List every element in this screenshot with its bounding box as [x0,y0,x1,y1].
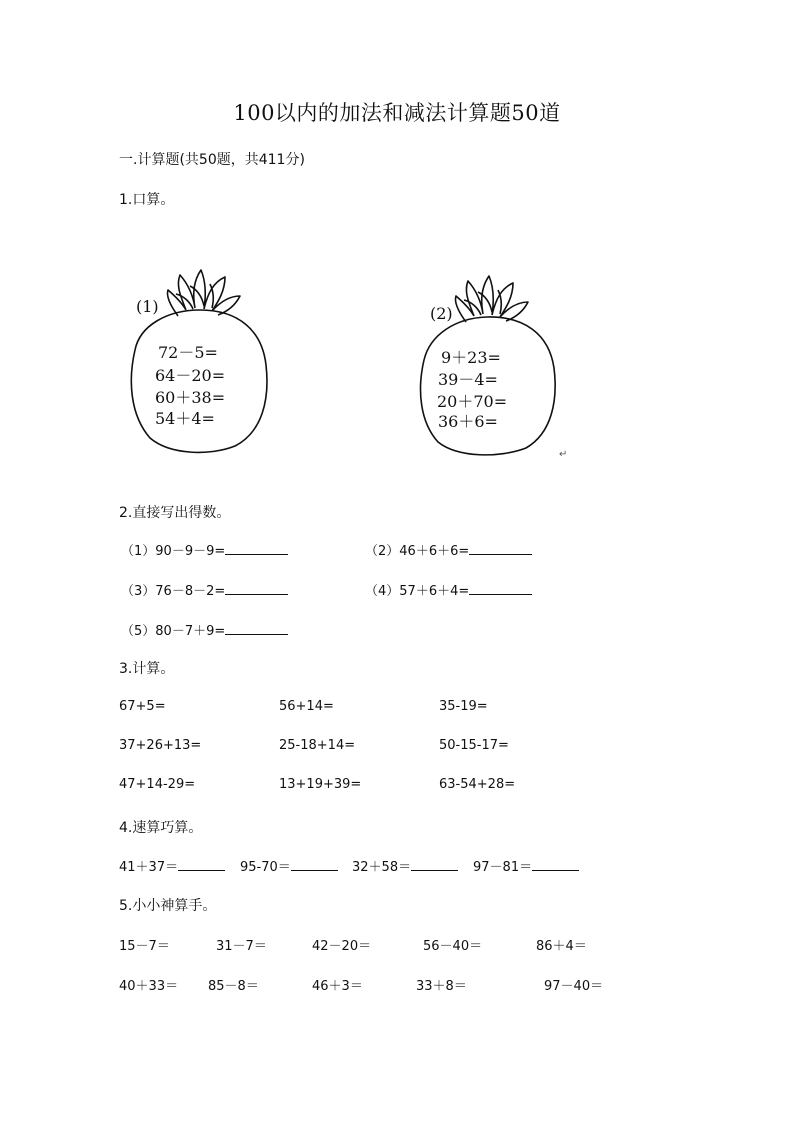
oral-item: 54＋4= [155,409,215,428]
oral-item: 9＋23= [441,348,501,367]
page-title: 100以内的加法和减法计算题50道 [233,101,561,125]
oral-item: 20＋70= [437,392,508,411]
oral-item: 39－4= [438,370,498,389]
q4-item: 41＋37＝ [119,856,225,875]
q3-item: 47+14-29= [119,777,196,792]
q5-heading: 5.小小神算手。 [119,898,217,914]
oral-item: 36＋6= [438,412,498,431]
q5-item: 56－40＝ [423,939,483,954]
q5-item: 40＋33＝ [119,979,179,994]
q3-item: 35-19= [439,699,488,714]
oral-item: 60＋38= [155,388,226,407]
q2-item: （5）80－7＋9= [121,620,288,639]
q3-item: 67+5= [119,699,166,714]
q4-item: 32＋58＝ [352,856,458,875]
section-heading: 一.计算题(共50题，共411分) [119,152,305,168]
q4-item: 95-70＝ [240,856,338,875]
pineapple-right-label: (2) [430,304,453,323]
q2-item: （4）57＋6＋4= [365,580,532,599]
q3-item: 25-18+14= [279,738,356,753]
q5-item: 97－40＝ [544,979,604,994]
q3-item: 37+26+13= [119,738,202,753]
oral-item: 72－5= [158,343,218,362]
q2-item: （2）46＋6＋6= [365,540,532,559]
q3-item: 56+14= [279,699,334,714]
q2-item: （3）76－8－2= [121,580,288,599]
q5-item: 86＋4＝ [536,939,587,954]
q5-item: 46＋3＝ [312,979,363,994]
q5-item: 31－7＝ [216,939,267,954]
q3-item: 13+19+39= [279,777,362,792]
oral-item: 64－20= [155,366,226,385]
q3-item: 50-15-17= [439,738,509,753]
q4-heading: 4.速算巧算。 [119,820,203,836]
q2-heading: 2.直接写出得数。 [119,505,231,521]
pineapple-left-leaves [167,270,240,316]
q4-item: 97－81＝ [473,856,579,875]
paragraph-mark: ↵ [559,449,568,460]
pineapple-left-label: (1) [136,297,159,316]
pineapple-right-leaves [455,276,528,322]
pineapple-illustrations [0,0,794,470]
q5-item: 15－7＝ [119,939,170,954]
q5-item: 42－20＝ [312,939,372,954]
q5-item: 85－8＝ [208,979,259,994]
q1-heading: 1.口算。 [119,192,175,208]
q5-item: 33＋8＝ [416,979,467,994]
q2-item: （1）90－9－9= [121,540,288,559]
q3-item: 63-54+28= [439,777,516,792]
q3-heading: 3.计算。 [119,661,175,677]
